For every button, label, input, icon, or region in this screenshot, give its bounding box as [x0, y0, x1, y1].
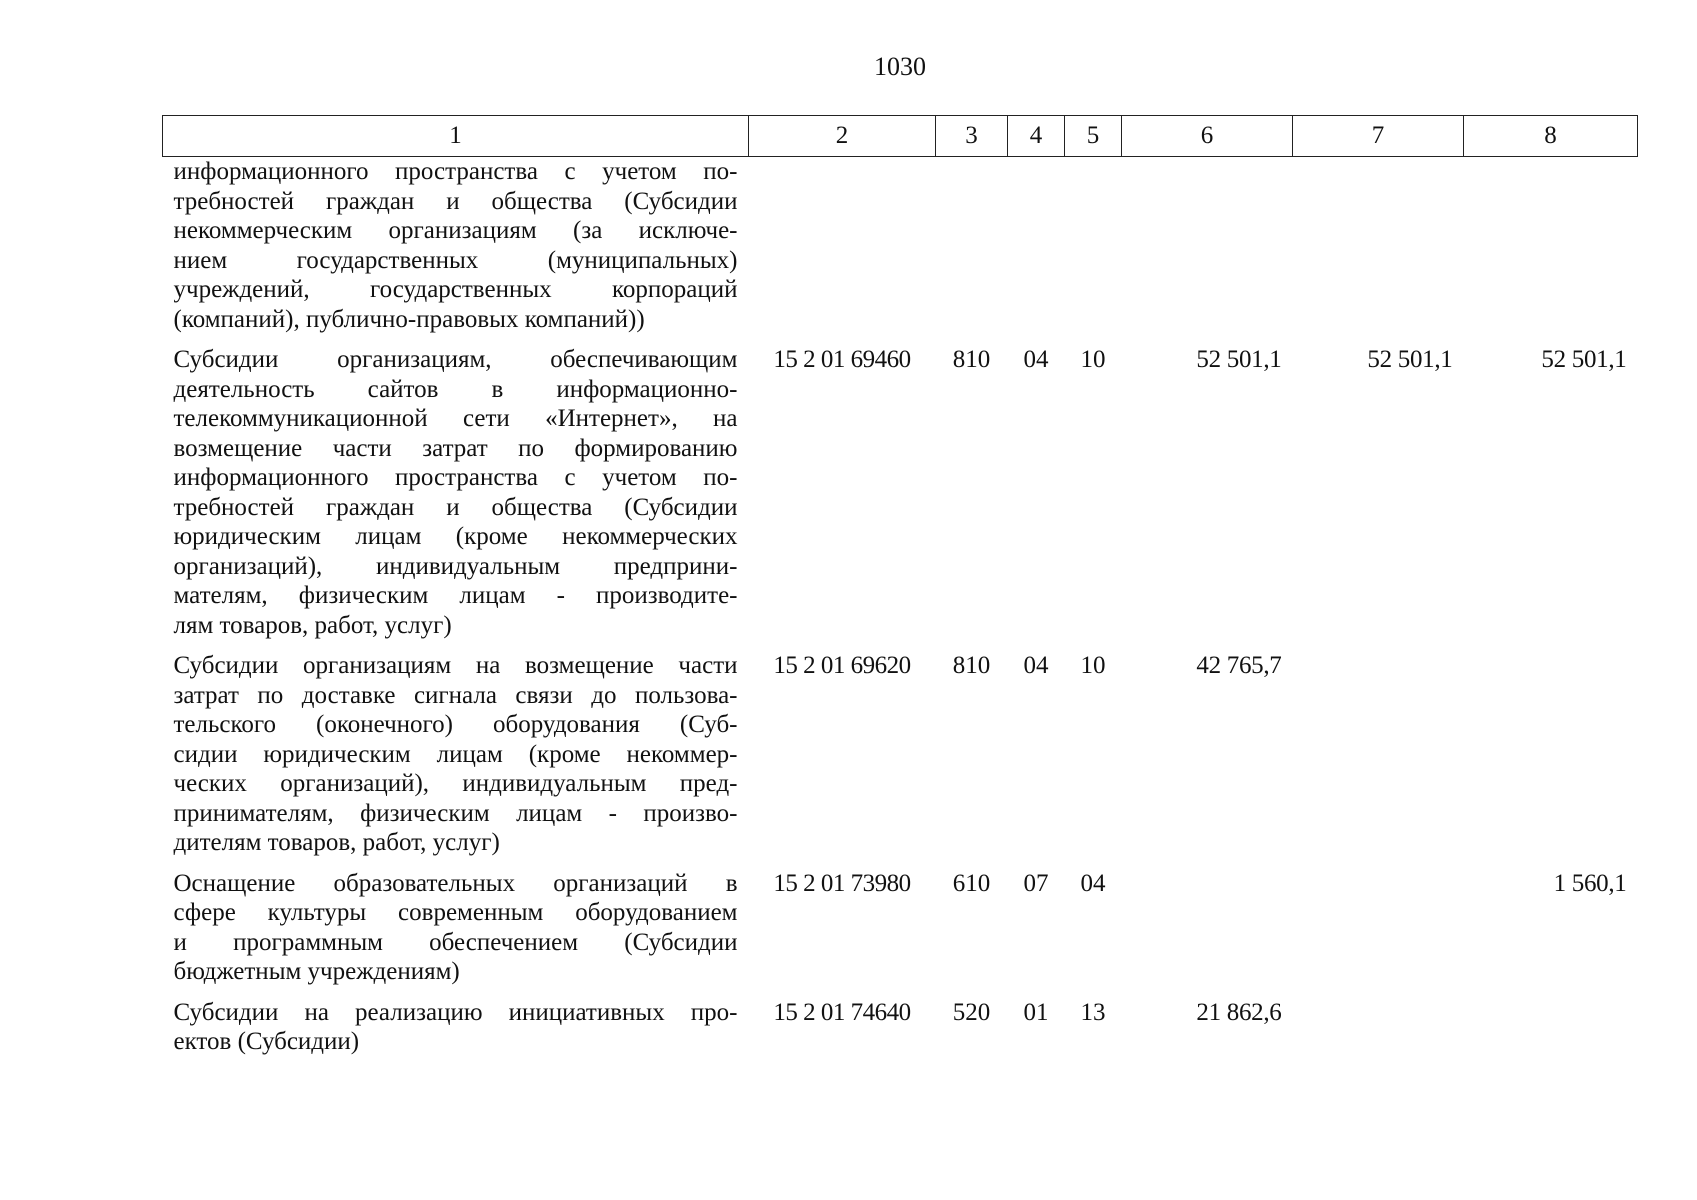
amount-col8-cell — [1464, 157, 1638, 346]
description-line: Оснащение образовательных организаций в — [173, 869, 738, 897]
amount-col7-cell — [1293, 651, 1464, 869]
description-cell — [163, 869, 749, 998]
description-line: информационного пространства с учетом по- — [173, 464, 738, 491]
amount-col6-cell: 42 765,7 — [1196, 652, 1282, 679]
description-line: дителям товаров, работ, услуг) — [173, 829, 500, 856]
page-number: 1030 — [874, 52, 926, 81]
section-cell: 04 — [1023, 652, 1049, 679]
expense-type-cell: 810 — [952, 652, 991, 679]
description-line: сфере культуры современным оборудованием — [173, 899, 738, 926]
column-header-7: 7 — [1293, 116, 1464, 157]
description-line: сидии юридическим лицам (кроме некоммер- — [173, 740, 738, 768]
amount-col6-cell: 52 501,1 — [1196, 346, 1282, 373]
target-code-cell: 15 2 01 73980 — [773, 869, 911, 897]
description-line: деятельность сайтов в информационно- — [173, 375, 738, 403]
expense-type-cell: 520 — [952, 998, 991, 1026]
budget-table — [162, 115, 1638, 1068]
target-code-cell: 15 2 01 69460 — [773, 346, 911, 373]
description-line: и программным обеспечением (Субсидии — [173, 928, 738, 956]
description-line: ектов (Субсидии) — [173, 1028, 360, 1055]
subsection-cell: 13 — [1080, 998, 1106, 1026]
table-body — [163, 157, 1638, 1068]
description-line: некоммерческим организациям (за исключе- — [173, 217, 738, 244]
subsection-cell — [1065, 157, 1122, 346]
description-line: бюджетным учреждениям) — [173, 958, 460, 985]
amount-col6-cell — [1122, 869, 1293, 998]
amount-col7-cell — [1293, 869, 1464, 998]
description-cell — [163, 998, 749, 1068]
column-header-8: 8 — [1464, 116, 1638, 157]
description-line: Субсидии организациям на возмещение части — [173, 652, 738, 679]
column-header-4: 4 — [1008, 116, 1065, 157]
description-cell — [163, 345, 749, 651]
description-line: тельского (оконечного) оборудования (Суб- — [173, 711, 738, 738]
description-line: нием государственных (муниципальных) — [173, 246, 738, 274]
table-row — [163, 651, 1638, 869]
section-cell: 01 — [1023, 998, 1049, 1026]
section-cell — [1008, 157, 1065, 346]
amount-col8-cell — [1464, 651, 1638, 869]
description-line: (компаний), публично-правовых компаний)) — [173, 305, 645, 333]
description-line: телекоммуникационной сети «Интернет», на — [173, 405, 738, 432]
amount-col7-cell: 52 501,1 — [1367, 346, 1453, 373]
subsection-cell: 04 — [1080, 869, 1106, 897]
section-cell: 07 — [1023, 869, 1049, 897]
description-line: учреждений, государственных корпораций — [173, 276, 738, 303]
section-cell: 04 — [1023, 346, 1049, 373]
target-code-cell: 15 2 01 69620 — [773, 652, 911, 679]
amount-col6-cell — [1122, 157, 1293, 346]
expense-type-cell: 610 — [952, 869, 991, 897]
column-header-2: 2 — [749, 116, 936, 157]
description-line: мателям, физическим лицам - производите- — [173, 582, 738, 609]
subsection-cell: 10 — [1080, 652, 1106, 679]
amount-col6-cell: 21 862,6 — [1196, 998, 1282, 1026]
amount-col8-cell: 1 560,1 — [1553, 869, 1627, 897]
table-row — [163, 998, 1638, 1068]
column-header-6: 6 — [1122, 116, 1293, 157]
description-line: затрат по доставке сигнала связи до пользова- — [173, 681, 738, 709]
description-line: Субсидии на реализацию инициативных про- — [173, 998, 738, 1026]
amount-col7-cell — [1293, 998, 1464, 1068]
description-line: информационного пространства с учетом по- — [173, 158, 738, 185]
description-line: принимателям, физическим лицам - произво- — [173, 799, 738, 827]
amount-col7-cell — [1293, 157, 1464, 346]
subsection-cell: 10 — [1080, 346, 1106, 373]
description-cell — [163, 157, 749, 346]
description-line: ческих организаций), индивидуальным пред- — [173, 770, 738, 797]
amount-col8-cell: 52 501,1 — [1541, 346, 1627, 373]
target-code-cell — [749, 157, 936, 346]
description-line: возмещение части затрат по формированию — [173, 434, 738, 462]
expense-type-cell: 810 — [952, 346, 991, 373]
description-line: организаций), индивидуальным предприни- — [173, 552, 738, 580]
table-row — [163, 345, 1638, 651]
column-header-5: 5 — [1065, 116, 1122, 157]
table-row — [163, 157, 1638, 346]
target-code-cell: 15 2 01 74640 — [773, 998, 911, 1026]
description-line: юридическим лицам (кроме некоммерческих — [173, 523, 738, 550]
description-line: Субсидии организациям, обеспечивающим — [173, 346, 738, 373]
description-cell — [163, 651, 749, 869]
description-line: лям товаров, работ, услуг) — [173, 611, 452, 639]
table-row — [163, 869, 1638, 998]
description-line: требностей граждан и общества (Субсидии — [173, 187, 738, 215]
column-header-3: 3 — [936, 116, 1008, 157]
description-line: требностей граждан и общества (Субсидии — [173, 493, 738, 521]
amount-col8-cell — [1464, 998, 1638, 1068]
column-number-header-row — [163, 116, 1638, 157]
column-header-1: 1 — [163, 116, 749, 157]
expense-type-cell — [936, 157, 1008, 346]
